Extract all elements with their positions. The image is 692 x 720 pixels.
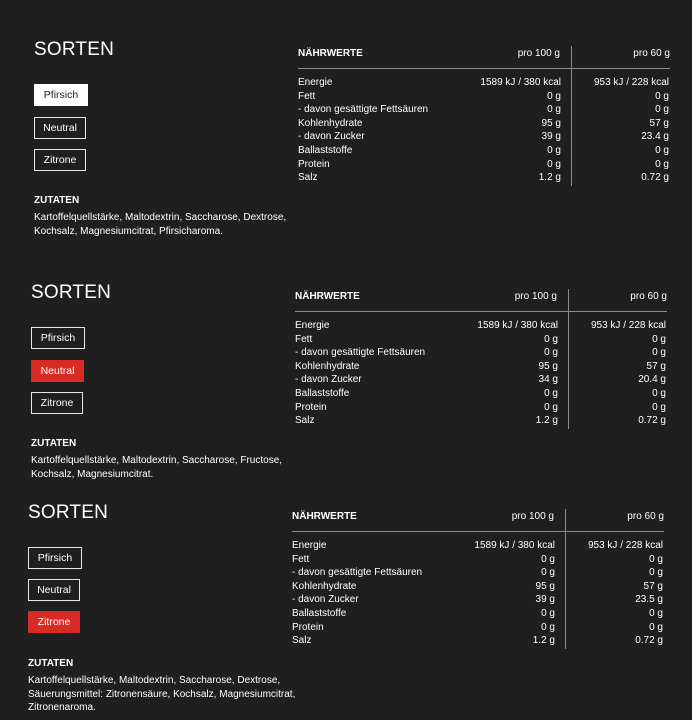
nutrition-header bbox=[295, 291, 667, 305]
value-per-60g: 0 g bbox=[649, 608, 663, 619]
value-per-100g: 0 g bbox=[547, 158, 561, 170]
value-per-100g: 0 g bbox=[547, 145, 561, 156]
table-divider bbox=[292, 531, 664, 532]
table-divider bbox=[298, 68, 670, 69]
flavor-button-zitrone[interactable]: Zitrone bbox=[28, 611, 80, 633]
value-per-60g: 953 kJ / 228 kcal bbox=[590, 320, 666, 331]
sorten-title: SORTEN bbox=[31, 282, 112, 303]
col-header-60g: pro 60 g bbox=[627, 511, 664, 522]
nutrient-label: Energie bbox=[292, 540, 327, 551]
product-panel-zitrone bbox=[0, 463, 692, 720]
nutrition-heading: NÄHRWERTE bbox=[295, 291, 360, 302]
nutrient-label: Salz bbox=[292, 635, 312, 647]
nutrition-row bbox=[292, 608, 664, 622]
value-per-60g: 57 g bbox=[646, 360, 666, 372]
value-per-60g: 23.4 g bbox=[641, 131, 669, 143]
flavor-button-zitrone[interactable]: Zitrone bbox=[31, 392, 83, 414]
flavor-button-neutral[interactable]: Neutral bbox=[34, 117, 86, 139]
nutrition-row bbox=[295, 415, 667, 429]
nutrition-row bbox=[298, 131, 670, 145]
value-per-100g: 0 g bbox=[544, 333, 558, 345]
nutrient-label: Ballaststoffe bbox=[295, 388, 350, 399]
flavor-button-pfirsich[interactable]: Pfirsich bbox=[28, 547, 82, 569]
table-divider bbox=[295, 311, 667, 312]
col-header-100g: pro 100 g bbox=[514, 291, 557, 302]
value-per-100g: 0 g bbox=[544, 347, 558, 359]
zutaten-heading: ZUTATEN bbox=[28, 658, 74, 669]
value-per-60g: 0 g bbox=[649, 567, 663, 579]
nutrient-label: Fett bbox=[292, 553, 310, 565]
sorten-title: SORTEN bbox=[34, 39, 115, 60]
zutaten-heading: ZUTATEN bbox=[31, 438, 77, 449]
zutaten-text: Kartoffelquellstärke, Maltodextrin, Saccharose, Fructose, Kochsalz, Magnesiumcitrat. bbox=[31, 455, 283, 480]
value-per-100g: 95 g bbox=[541, 117, 561, 129]
value-per-100g: 0 g bbox=[544, 388, 558, 399]
nutrient-label: Salz bbox=[298, 172, 318, 184]
nutrition-row bbox=[292, 567, 664, 581]
nutrition-row bbox=[292, 540, 664, 554]
value-per-60g: 0 g bbox=[655, 158, 669, 170]
zutaten-text: Kartoffelquellstärke, Maltodextrin, Saccharose, Dextrose, Kochsalz, Magnesiumcitrat, Pfirsicharoma. bbox=[34, 212, 287, 237]
nutrient-label: - davon Zucker bbox=[298, 131, 365, 143]
nutrient-label: Fett bbox=[298, 90, 316, 102]
nutrient-label: Kohlenhydrate bbox=[292, 580, 357, 592]
value-per-100g: 95 g bbox=[538, 360, 558, 372]
nutrition-heading: NÄHRWERTE bbox=[298, 48, 363, 59]
sorten-title: SORTEN bbox=[28, 502, 109, 523]
nutrition-row bbox=[292, 581, 664, 595]
nutrition-row bbox=[298, 159, 670, 173]
nutrition-row bbox=[292, 622, 664, 636]
product-panel-neutral bbox=[0, 243, 692, 486]
col-header-100g: pro 100 g bbox=[511, 511, 554, 522]
nutrition-row bbox=[292, 594, 664, 608]
value-per-100g: 0 g bbox=[541, 553, 555, 565]
flavor-button-pfirsich[interactable]: Pfirsich bbox=[31, 327, 85, 349]
nutrient-label: - davon gesättigte Fettsäuren bbox=[295, 347, 426, 359]
value-per-60g: 23.5 g bbox=[635, 594, 663, 606]
value-per-60g: 0 g bbox=[652, 347, 666, 359]
zutaten-text: Kartoffelquellstärke, Maltodextrin, Saccharose, Dextrose, Säuerungsmittel: Zitronensäure, Kochsalz, Magnesiumcitrat, Zitronenaroma. bbox=[28, 675, 296, 713]
col-header-100g: pro 100 g bbox=[517, 48, 560, 59]
value-per-100g: 1589 kJ / 380 kcal bbox=[474, 540, 555, 551]
nutrient-label: - davon gesättigte Fettsäuren bbox=[298, 104, 429, 116]
nutrition-row bbox=[295, 320, 667, 334]
nutrition-row bbox=[298, 77, 670, 91]
nutrient-label: Kohlenhydrate bbox=[298, 117, 363, 129]
nutrition-row bbox=[295, 347, 667, 361]
nutrition-table bbox=[295, 289, 667, 435]
nutrition-header bbox=[298, 48, 670, 62]
flavor-button-pfirsich[interactable]: Pfirsich bbox=[34, 84, 88, 106]
value-per-60g: 0 g bbox=[652, 333, 666, 345]
nutrient-label: Energie bbox=[298, 77, 333, 88]
nutrition-table bbox=[298, 46, 670, 192]
value-per-60g: 0.72 g bbox=[641, 172, 669, 184]
nutrition-row bbox=[295, 361, 667, 375]
nutrient-label: Energie bbox=[295, 320, 330, 331]
value-per-100g: 95 g bbox=[535, 580, 555, 592]
value-per-100g: 39 g bbox=[535, 594, 555, 606]
nutrient-label: Kohlenhydrate bbox=[295, 360, 360, 372]
nutrition-row bbox=[295, 402, 667, 416]
value-per-100g: 1.2 g bbox=[535, 415, 558, 427]
value-per-100g: 0 g bbox=[541, 608, 555, 619]
value-per-60g: 20.4 g bbox=[638, 374, 666, 386]
nutrient-label: Protein bbox=[298, 158, 330, 170]
value-per-60g: 57 g bbox=[643, 580, 663, 592]
col-header-60g: pro 60 g bbox=[630, 291, 667, 302]
col-header-60g: pro 60 g bbox=[633, 48, 670, 59]
nutrition-heading: NÄHRWERTE bbox=[292, 511, 357, 522]
nutrition-row bbox=[298, 145, 670, 159]
nutrition-row bbox=[292, 635, 664, 649]
value-per-100g: 0 g bbox=[544, 401, 558, 413]
value-per-100g: 0 g bbox=[547, 90, 561, 102]
value-per-100g: 1589 kJ / 380 kcal bbox=[480, 77, 561, 88]
nutrition-row bbox=[298, 91, 670, 105]
value-per-60g: 0 g bbox=[655, 104, 669, 116]
nutrition-row bbox=[298, 104, 670, 118]
value-per-60g: 0 g bbox=[652, 388, 666, 399]
nutrient-label: - davon Zucker bbox=[292, 594, 359, 606]
nutrition-row bbox=[295, 388, 667, 402]
value-per-60g: 953 kJ / 228 kcal bbox=[587, 540, 663, 551]
nutrition-row bbox=[295, 334, 667, 348]
nutrient-label: Ballaststoffe bbox=[298, 145, 353, 156]
value-per-60g: 0.72 g bbox=[638, 415, 666, 427]
zutaten-heading: ZUTATEN bbox=[34, 195, 80, 206]
flavor-button-zitrone[interactable]: Zitrone bbox=[34, 149, 86, 171]
value-per-60g: 57 g bbox=[649, 117, 669, 129]
nutrition-row bbox=[295, 374, 667, 388]
value-per-60g: 0 g bbox=[649, 553, 663, 565]
value-per-60g: 0 g bbox=[655, 145, 669, 156]
value-per-100g: 0 g bbox=[541, 621, 555, 633]
nutrient-label: Fett bbox=[295, 333, 313, 345]
nutrient-label: Salz bbox=[295, 415, 315, 427]
value-per-60g: 0.72 g bbox=[635, 635, 663, 647]
nutrition-row bbox=[292, 554, 664, 568]
value-per-100g: 1.2 g bbox=[532, 635, 555, 647]
value-per-100g: 34 g bbox=[538, 374, 558, 386]
value-per-100g: 1.2 g bbox=[538, 172, 561, 184]
value-per-60g: 0 g bbox=[652, 401, 666, 413]
nutrition-table bbox=[292, 509, 664, 655]
value-per-100g: 39 g bbox=[541, 131, 561, 143]
value-per-100g: 0 g bbox=[547, 104, 561, 116]
value-per-60g: 0 g bbox=[649, 621, 663, 633]
value-per-60g: 953 kJ / 228 kcal bbox=[593, 77, 669, 88]
flavor-button-neutral[interactable]: Neutral bbox=[28, 579, 80, 601]
flavor-button-neutral[interactable]: Neutral bbox=[31, 360, 84, 382]
nutrition-row bbox=[298, 172, 670, 186]
product-panel-pfirsich bbox=[0, 0, 692, 243]
value-per-100g: 0 g bbox=[541, 567, 555, 579]
nutrient-label: Protein bbox=[295, 401, 327, 413]
value-per-100g: 1589 kJ / 380 kcal bbox=[477, 320, 558, 331]
nutrient-label: Ballaststoffe bbox=[292, 608, 347, 619]
nutrient-label: - davon gesättigte Fettsäuren bbox=[292, 567, 423, 579]
nutrition-row bbox=[298, 118, 670, 132]
value-per-60g: 0 g bbox=[655, 90, 669, 102]
nutrient-label: - davon Zucker bbox=[295, 374, 362, 386]
nutrient-label: Protein bbox=[292, 621, 324, 633]
nutrition-header bbox=[292, 511, 664, 525]
